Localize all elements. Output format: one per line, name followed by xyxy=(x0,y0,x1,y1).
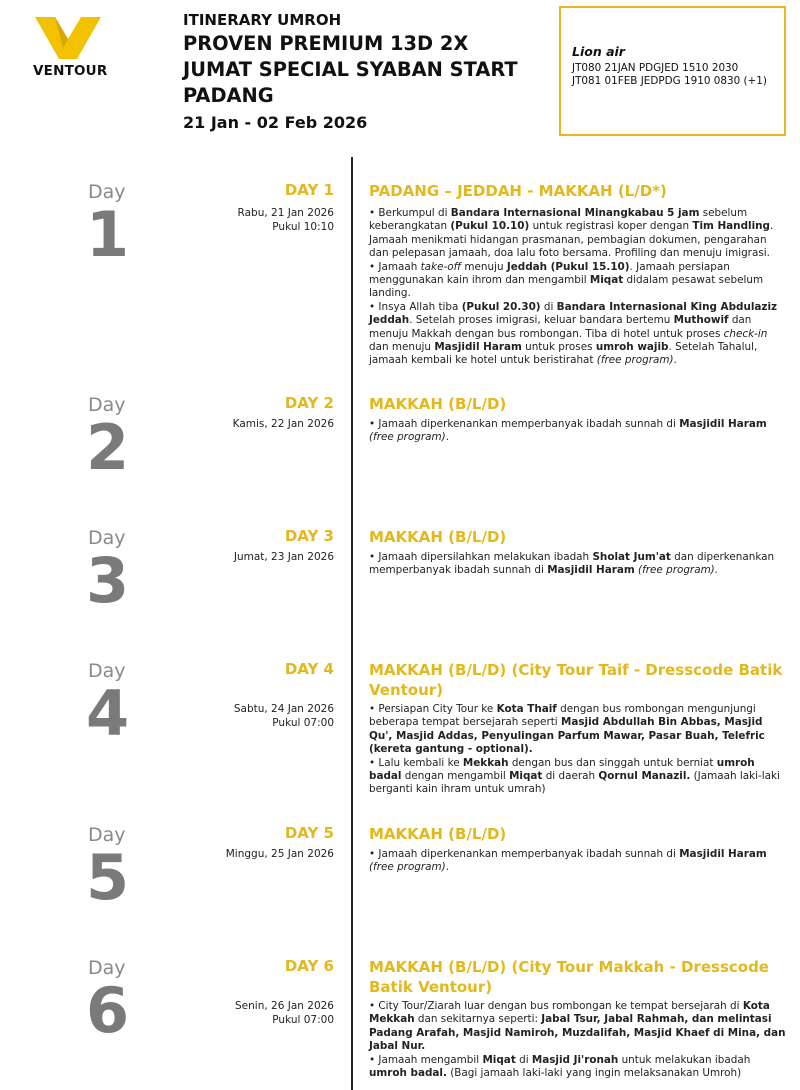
description-paragraph: • Jamaah take-off menuju Jeddah (Pukul 15.10). Jamaah persiapan menggunakan kain ihrom dan mengambil Miqat didalam pesawat sebelum landing. xyxy=(369,260,764,300)
day-title: PADANG – JEDDAH - MAKKAH (L/D*) xyxy=(369,182,667,200)
day-date: Senin, 26 Jan 2026 xyxy=(235,1000,334,1012)
day-description xyxy=(369,703,789,797)
day-word: Day xyxy=(88,181,126,203)
description-paragraph: • Lalu kembali ke Mekkah dengan bus dan singgah untuk berniat umroh badal dengan mengambil Miqat di daerah Qornul Manazil. (Jamaah laki-laki berganti kain ihram untuk umrah) xyxy=(369,756,780,796)
description-paragraph: • Jamaah diperkenankan memperbanyak ibadah sunnah di Masjidil Haram (free program). xyxy=(369,848,767,874)
day-description xyxy=(369,418,789,445)
day-number: 6 xyxy=(86,974,130,1047)
day-word: Day xyxy=(88,527,126,549)
header-dates: 21 Jan - 02 Feb 2026 xyxy=(183,113,368,132)
day-time: Pukul 07:00 xyxy=(272,717,334,729)
day-number: 3 xyxy=(86,544,130,617)
day-title: MAKKAH (B/L/D) (City Tour Makkah - Dresscode Batik Ventour) xyxy=(369,958,769,996)
day-date: Rabu, 21 Jan 2026 xyxy=(237,207,334,219)
day-label: DAY 1 xyxy=(284,181,334,199)
airline-name: Lion air xyxy=(572,44,625,59)
flight-info-box xyxy=(559,6,786,136)
day-title: MAKKAH (B/L/D) xyxy=(369,528,507,546)
day-label: DAY 4 xyxy=(284,660,334,678)
day-word: Day xyxy=(88,394,126,416)
day-label: DAY 3 xyxy=(284,527,334,545)
timeline-divider xyxy=(351,157,353,1090)
brand-name: VENTOUR xyxy=(33,63,108,79)
day-date: Jumat, 23 Jan 2026 xyxy=(233,551,334,563)
day-date: Sabtu, 24 Jan 2026 xyxy=(233,703,334,715)
description-paragraph: • Jamaah dipersilahkan melakukan ibadah Sholat Jum'at dan diperkenankan memperbanyak ibadah sunnah di Masjidil Haram (free program). xyxy=(369,551,775,577)
day-time: Pukul 07:00 xyxy=(272,1014,334,1026)
description-paragraph: • Jamaah diperkenankan memperbanyak ibadah sunnah di Masjidil Haram (free program). xyxy=(369,418,767,444)
day-label: DAY 5 xyxy=(284,824,334,842)
day-description xyxy=(369,1000,789,1080)
day-number: 5 xyxy=(86,841,130,914)
day-title: MAKKAH (B/L/D) xyxy=(369,395,507,413)
itinerary-header xyxy=(183,11,553,132)
header-label: ITINERARY UMROH xyxy=(183,11,342,29)
day-number: 1 xyxy=(86,198,130,271)
day-description xyxy=(369,207,789,368)
day-label: DAY 6 xyxy=(284,957,334,975)
day-title: MAKKAH (B/L/D) (City Tour Taif - Dresscode Batik Ventour) xyxy=(369,661,783,699)
header-title-line: PROVEN PREMIUM 13D 2X xyxy=(183,32,469,55)
day-description xyxy=(369,551,789,578)
description-paragraph: • Jamaah mengambil Miqat di Masjid Ji'ronah untuk melakukan ibadah umroh badal. (Bagi jamaah laki-laki yang ingin melaksanakan Umroh) xyxy=(369,1053,751,1080)
flight-line: JT080 21JAN PDGJED 1510 2030 xyxy=(572,62,739,74)
day-date: Minggu, 25 Jan 2026 xyxy=(225,848,334,860)
day-word: Day xyxy=(88,660,126,682)
description-paragraph: • City Tour/Ziarah luar dengan bus rombongan ke tempat bersejarah di Kota Mekkah dan sekitarnya seperti: Jabal Tsur, Jabal Rahmah, dan melintasi Padang Arafah, Masjid Namiroh, Muzdalifah, Masjid Khaef di Mina, dan Jabal Nur. xyxy=(369,1000,786,1053)
header-title-line: PADANG xyxy=(183,84,274,107)
day-number: 2 xyxy=(86,411,130,484)
description-paragraph: • Insya Allah tiba (Pukul 20.30) di Bandara Internasional King Abdulaziz Jeddah. Setelah proses imigrasi, keluar bandara bertemu Muthowif dan menuju Makkah dengan bus rombongan. Tiba di hotel untuk proses check-in dan menuju Masjidil Haram untuk proses umroh wajib. Setelah Tahalul, jamaah kembali ke hotel untuk beristirahat (free program). xyxy=(369,300,778,367)
day-number: 4 xyxy=(86,677,130,750)
flight-line: JT081 01FEB JEDPDG 1910 0830 (+1) xyxy=(572,75,767,87)
ventour-logo-icon xyxy=(33,15,103,61)
day-word: Day xyxy=(88,957,126,979)
day-word: Day xyxy=(88,824,126,846)
description-paragraph: • Persiapan City Tour ke Kota Thaif dengan bus rombongan mengunjungi beberapa tempat bersejarah seperti Masjid Abdullah Bin Abbas, Masjid Qu', Masjid Addas, Penyulingan Parfum Mawar, Pasar Buah, Telefric (kereta gantung - optional). xyxy=(369,703,765,756)
description-paragraph: • Berkumpul di Bandara Internasional Minangkabau 5 jam sebelum keberangkatan (Pukul 10.10) untuk registrasi koper dengan Tim Handling. Jamaah menikmati hidangan prasmanan, pembagian dokumen, pengarahan dan pelepasan jamaah, doa lalu foto bersama. Profiling dan menuju imigrasi. xyxy=(369,207,774,260)
day-time: Pukul 10:10 xyxy=(272,221,334,233)
day-description xyxy=(369,848,789,875)
brand-logo xyxy=(33,15,113,79)
day-title: MAKKAH (B/L/D) xyxy=(369,825,507,843)
day-date: Kamis, 22 Jan 2026 xyxy=(232,418,334,430)
day-label: DAY 2 xyxy=(284,394,334,412)
header-title-line: JUMAT SPECIAL SYABAN START xyxy=(183,58,518,81)
